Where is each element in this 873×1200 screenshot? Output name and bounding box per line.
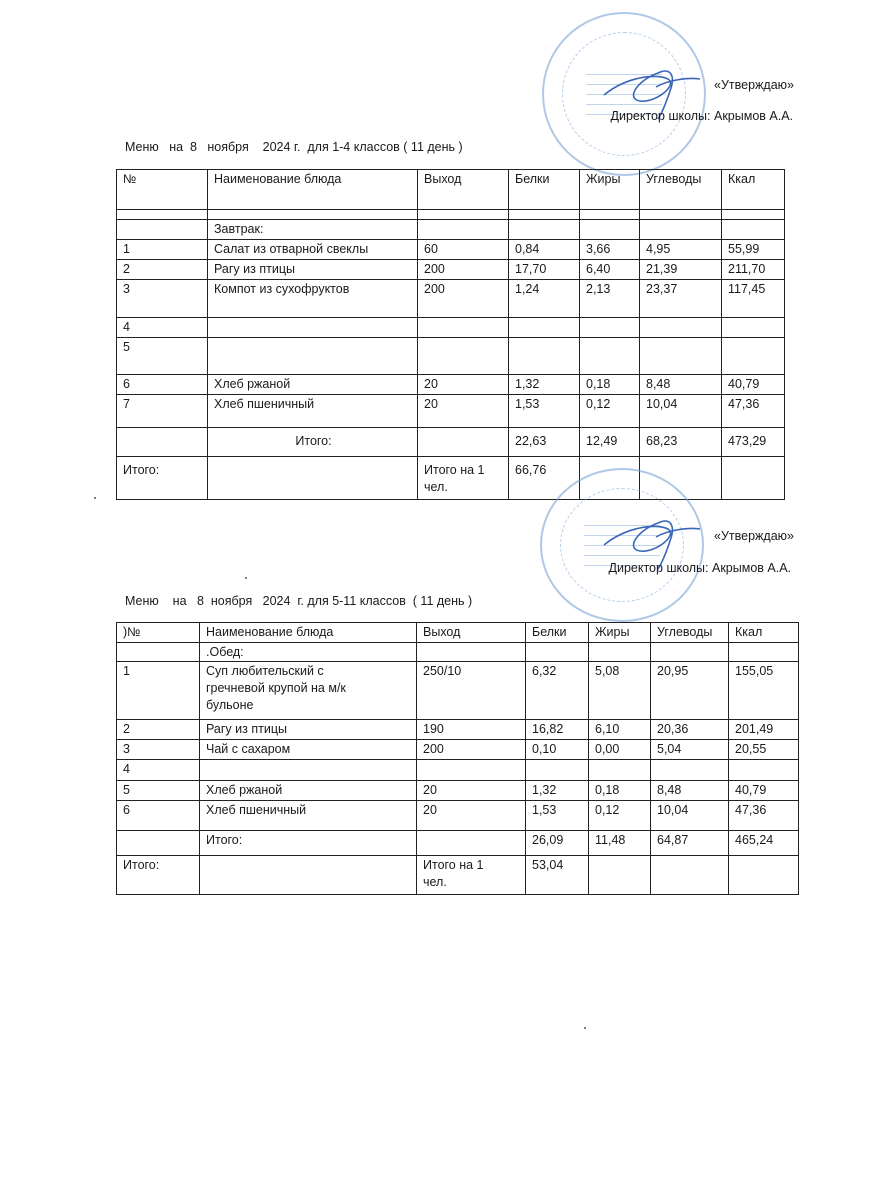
header-cell: Наименование блюда: [200, 623, 417, 643]
table-cell: 47,36: [722, 395, 785, 428]
table-cell: [418, 210, 509, 220]
table-cell: 8,48: [651, 781, 729, 801]
table-cell: Салат из отварной свеклы: [208, 240, 418, 260]
header-cell: Выход: [418, 170, 509, 210]
table-cell: 0,10: [526, 740, 589, 760]
table-row: [117, 375, 785, 395]
table-row: [117, 740, 799, 760]
header-cell: )№: [117, 623, 200, 643]
table-header-row: [117, 623, 799, 643]
table-cell: 1: [117, 662, 200, 720]
table-cell: 6: [117, 801, 200, 831]
table-cell: Хлеб пшеничный: [200, 801, 417, 831]
table-cell: 200: [418, 280, 509, 318]
table-row: [117, 318, 785, 338]
table-cell: 7: [117, 395, 208, 428]
meal-label: .Обед:: [200, 643, 417, 662]
table-cell: 23,37: [640, 280, 722, 318]
table-cell: 21,39: [640, 260, 722, 280]
table-row: [117, 240, 785, 260]
table-cell: Хлеб ржаной: [208, 375, 418, 395]
table-cell: 0,18: [580, 375, 640, 395]
table-cell: 200: [418, 260, 509, 280]
table-cell: 2,13: [580, 280, 640, 318]
table-cell: 16,82: [526, 720, 589, 740]
table-cell: [651, 856, 729, 895]
table-row: [117, 643, 799, 662]
table-cell: 6,40: [580, 260, 640, 280]
table-cell: 68,23: [640, 428, 722, 457]
table-cell: [640, 210, 722, 220]
table-cell: 250/10: [417, 662, 526, 720]
table-cell: [418, 318, 509, 338]
table-cell: [580, 210, 640, 220]
table-cell: 4: [117, 318, 208, 338]
table-cell: [580, 220, 640, 240]
table-cell: 10,04: [651, 801, 729, 831]
table-cell: 0,00: [589, 740, 651, 760]
menu-table-grades-5-11: [116, 622, 799, 895]
table-cell: [418, 220, 509, 240]
table-cell: [117, 643, 200, 662]
table-cell: Рагу из птицы: [200, 720, 417, 740]
table-cell: 3,66: [580, 240, 640, 260]
menu-table-grades-1-4: [116, 169, 785, 500]
table-cell: [589, 643, 651, 662]
header-cell: Жиры: [580, 170, 640, 210]
table-row: [117, 720, 799, 740]
table-cell: 17,70: [509, 260, 580, 280]
table-cell: 20,95: [651, 662, 729, 720]
table-row: [117, 781, 799, 801]
table-cell: [208, 210, 418, 220]
table-cell: 0,18: [589, 781, 651, 801]
table-cell: [640, 338, 722, 375]
table-cell: 5,08: [589, 662, 651, 720]
table-cell: [417, 760, 526, 781]
table-cell: [208, 457, 418, 500]
total-label: Итого:: [117, 457, 208, 500]
subtotal-row: [117, 428, 785, 457]
per-person-value: 66,76: [509, 457, 580, 500]
table-cell: [526, 760, 589, 781]
director-label: Директор школы: Акрымов А.А.: [610, 109, 793, 123]
table-cell: 1,32: [509, 375, 580, 395]
table-cell: 20,36: [651, 720, 729, 740]
table-cell: [580, 338, 640, 375]
table-cell: 1,53: [509, 395, 580, 428]
table-cell: Хлеб пшеничный: [208, 395, 418, 428]
header-cell: Ккал: [729, 623, 799, 643]
subtotal-label: Итого:: [208, 428, 418, 457]
table-cell: Рагу из птицы: [208, 260, 418, 280]
header-cell: Белки: [509, 170, 580, 210]
table-cell: 20: [418, 395, 509, 428]
table-cell: [509, 210, 580, 220]
meal-label: Завтрак:: [208, 220, 418, 240]
table-cell: 20: [417, 801, 526, 831]
table-cell: 2: [117, 260, 208, 280]
table-cell: 11,48: [589, 831, 651, 856]
menu2-title: Меню на 8 ноября 2024 г. для 5-11 классов ( 11 день ): [125, 594, 473, 608]
table-cell: 4,95: [640, 240, 722, 260]
table-cell: 55,99: [722, 240, 785, 260]
table-cell: [117, 220, 208, 240]
table-row: [117, 280, 785, 318]
table-cell: 60: [418, 240, 509, 260]
table-cell: 64,87: [651, 831, 729, 856]
menu1-title: Меню на 8 ноября 2024 г. для 1-4 классов ( 11 день ): [125, 140, 463, 154]
table-cell: 117,45: [722, 280, 785, 318]
table-cell: [729, 760, 799, 781]
table-cell: 3: [117, 740, 200, 760]
header-cell: №: [117, 170, 208, 210]
approve-label: «Утверждаю»: [714, 529, 794, 543]
table-cell: 473,29: [722, 428, 785, 457]
header-cell: Выход: [417, 623, 526, 643]
table-cell: 0,12: [580, 395, 640, 428]
table-cell: 211,70: [722, 260, 785, 280]
table-cell: Компот из сухофруктов: [208, 280, 418, 318]
table-cell: [117, 210, 208, 220]
table-cell: [589, 856, 651, 895]
table-cell: [589, 760, 651, 781]
table-row: [117, 662, 799, 720]
table-cell: 47,36: [729, 801, 799, 831]
table-cell: 20,55: [729, 740, 799, 760]
total-label: Итого:: [117, 856, 200, 895]
table-cell: [722, 210, 785, 220]
table-cell: [208, 318, 418, 338]
table-cell: 1: [117, 240, 208, 260]
table-cell: 201,49: [729, 720, 799, 740]
table-cell: [722, 457, 785, 500]
table-cell: 3: [117, 280, 208, 318]
table-cell: [651, 760, 729, 781]
subtotal-label: Итого:: [200, 831, 417, 856]
table-cell: 6: [117, 375, 208, 395]
per-person-label: Итого на 1 чел.: [418, 457, 509, 500]
table-cell: [526, 643, 589, 662]
table-cell: [417, 831, 526, 856]
table-row: [117, 338, 785, 375]
table-cell: [509, 220, 580, 240]
table-row: [117, 801, 799, 831]
table-cell: Суп любительский с гречневой крупой на м/к бульоне: [200, 662, 417, 720]
header-cell: Наименование блюда: [208, 170, 418, 210]
total-row: [117, 457, 785, 500]
table-cell: [722, 318, 785, 338]
table-cell: 1,32: [526, 781, 589, 801]
table-cell: [418, 428, 509, 457]
table-cell: 40,79: [722, 375, 785, 395]
table-cell: 0,12: [589, 801, 651, 831]
table-cell: [417, 643, 526, 662]
table-cell: 40,79: [729, 781, 799, 801]
table-cell: [651, 643, 729, 662]
table-cell: 465,24: [729, 831, 799, 856]
table-cell: Хлеб ржаной: [200, 781, 417, 801]
table-cell: [509, 318, 580, 338]
header-cell: Жиры: [589, 623, 651, 643]
table-cell: [722, 220, 785, 240]
per-person-label: Итого на 1 чел.: [417, 856, 526, 895]
per-person-value: 53,04: [526, 856, 589, 895]
table-row: [117, 220, 785, 240]
approve-label: «Утверждаю»: [714, 78, 794, 92]
director-label: Директор школы: Акрымов А.А.: [608, 561, 791, 575]
table-row: [117, 395, 785, 428]
total-row: [117, 856, 799, 895]
table-cell: 0,84: [509, 240, 580, 260]
table-cell: 6,32: [526, 662, 589, 720]
header-cell: Углеводы: [640, 170, 722, 210]
table-cell: 10,04: [640, 395, 722, 428]
table-cell: 26,09: [526, 831, 589, 856]
table-cell: Чай с сахаром: [200, 740, 417, 760]
table-cell: [117, 831, 200, 856]
table-cell: [117, 428, 208, 457]
table-cell: 12,49: [580, 428, 640, 457]
table-cell: 22,63: [509, 428, 580, 457]
table-cell: 1,24: [509, 280, 580, 318]
table-cell: [208, 338, 418, 375]
table-cell: [200, 760, 417, 781]
header-cell: Ккал: [722, 170, 785, 210]
table-cell: 2: [117, 720, 200, 740]
table-cell: [640, 220, 722, 240]
table-cell: 200: [417, 740, 526, 760]
table-cell: [418, 338, 509, 375]
table-cell: 6,10: [589, 720, 651, 740]
table-header-row: [117, 170, 785, 210]
table-cell: [722, 338, 785, 375]
table-row: [117, 210, 785, 220]
table-cell: 5: [117, 338, 208, 375]
table-cell: [200, 856, 417, 895]
subtotal-row: [117, 831, 799, 856]
table-cell: [640, 318, 722, 338]
table-cell: 20: [417, 781, 526, 801]
table-cell: [729, 856, 799, 895]
table-cell: [580, 318, 640, 338]
table-cell: 8,48: [640, 375, 722, 395]
table-cell: [729, 643, 799, 662]
table-cell: 20: [418, 375, 509, 395]
table-cell: 155,05: [729, 662, 799, 720]
table-cell: 190: [417, 720, 526, 740]
table-row: [117, 760, 799, 781]
table-cell: [509, 338, 580, 375]
table-cell: 1,53: [526, 801, 589, 831]
table-cell: 5,04: [651, 740, 729, 760]
table-cell: 5: [117, 781, 200, 801]
table-row: [117, 260, 785, 280]
table-cell: 4: [117, 760, 200, 781]
header-cell: Белки: [526, 623, 589, 643]
header-cell: Углеводы: [651, 623, 729, 643]
